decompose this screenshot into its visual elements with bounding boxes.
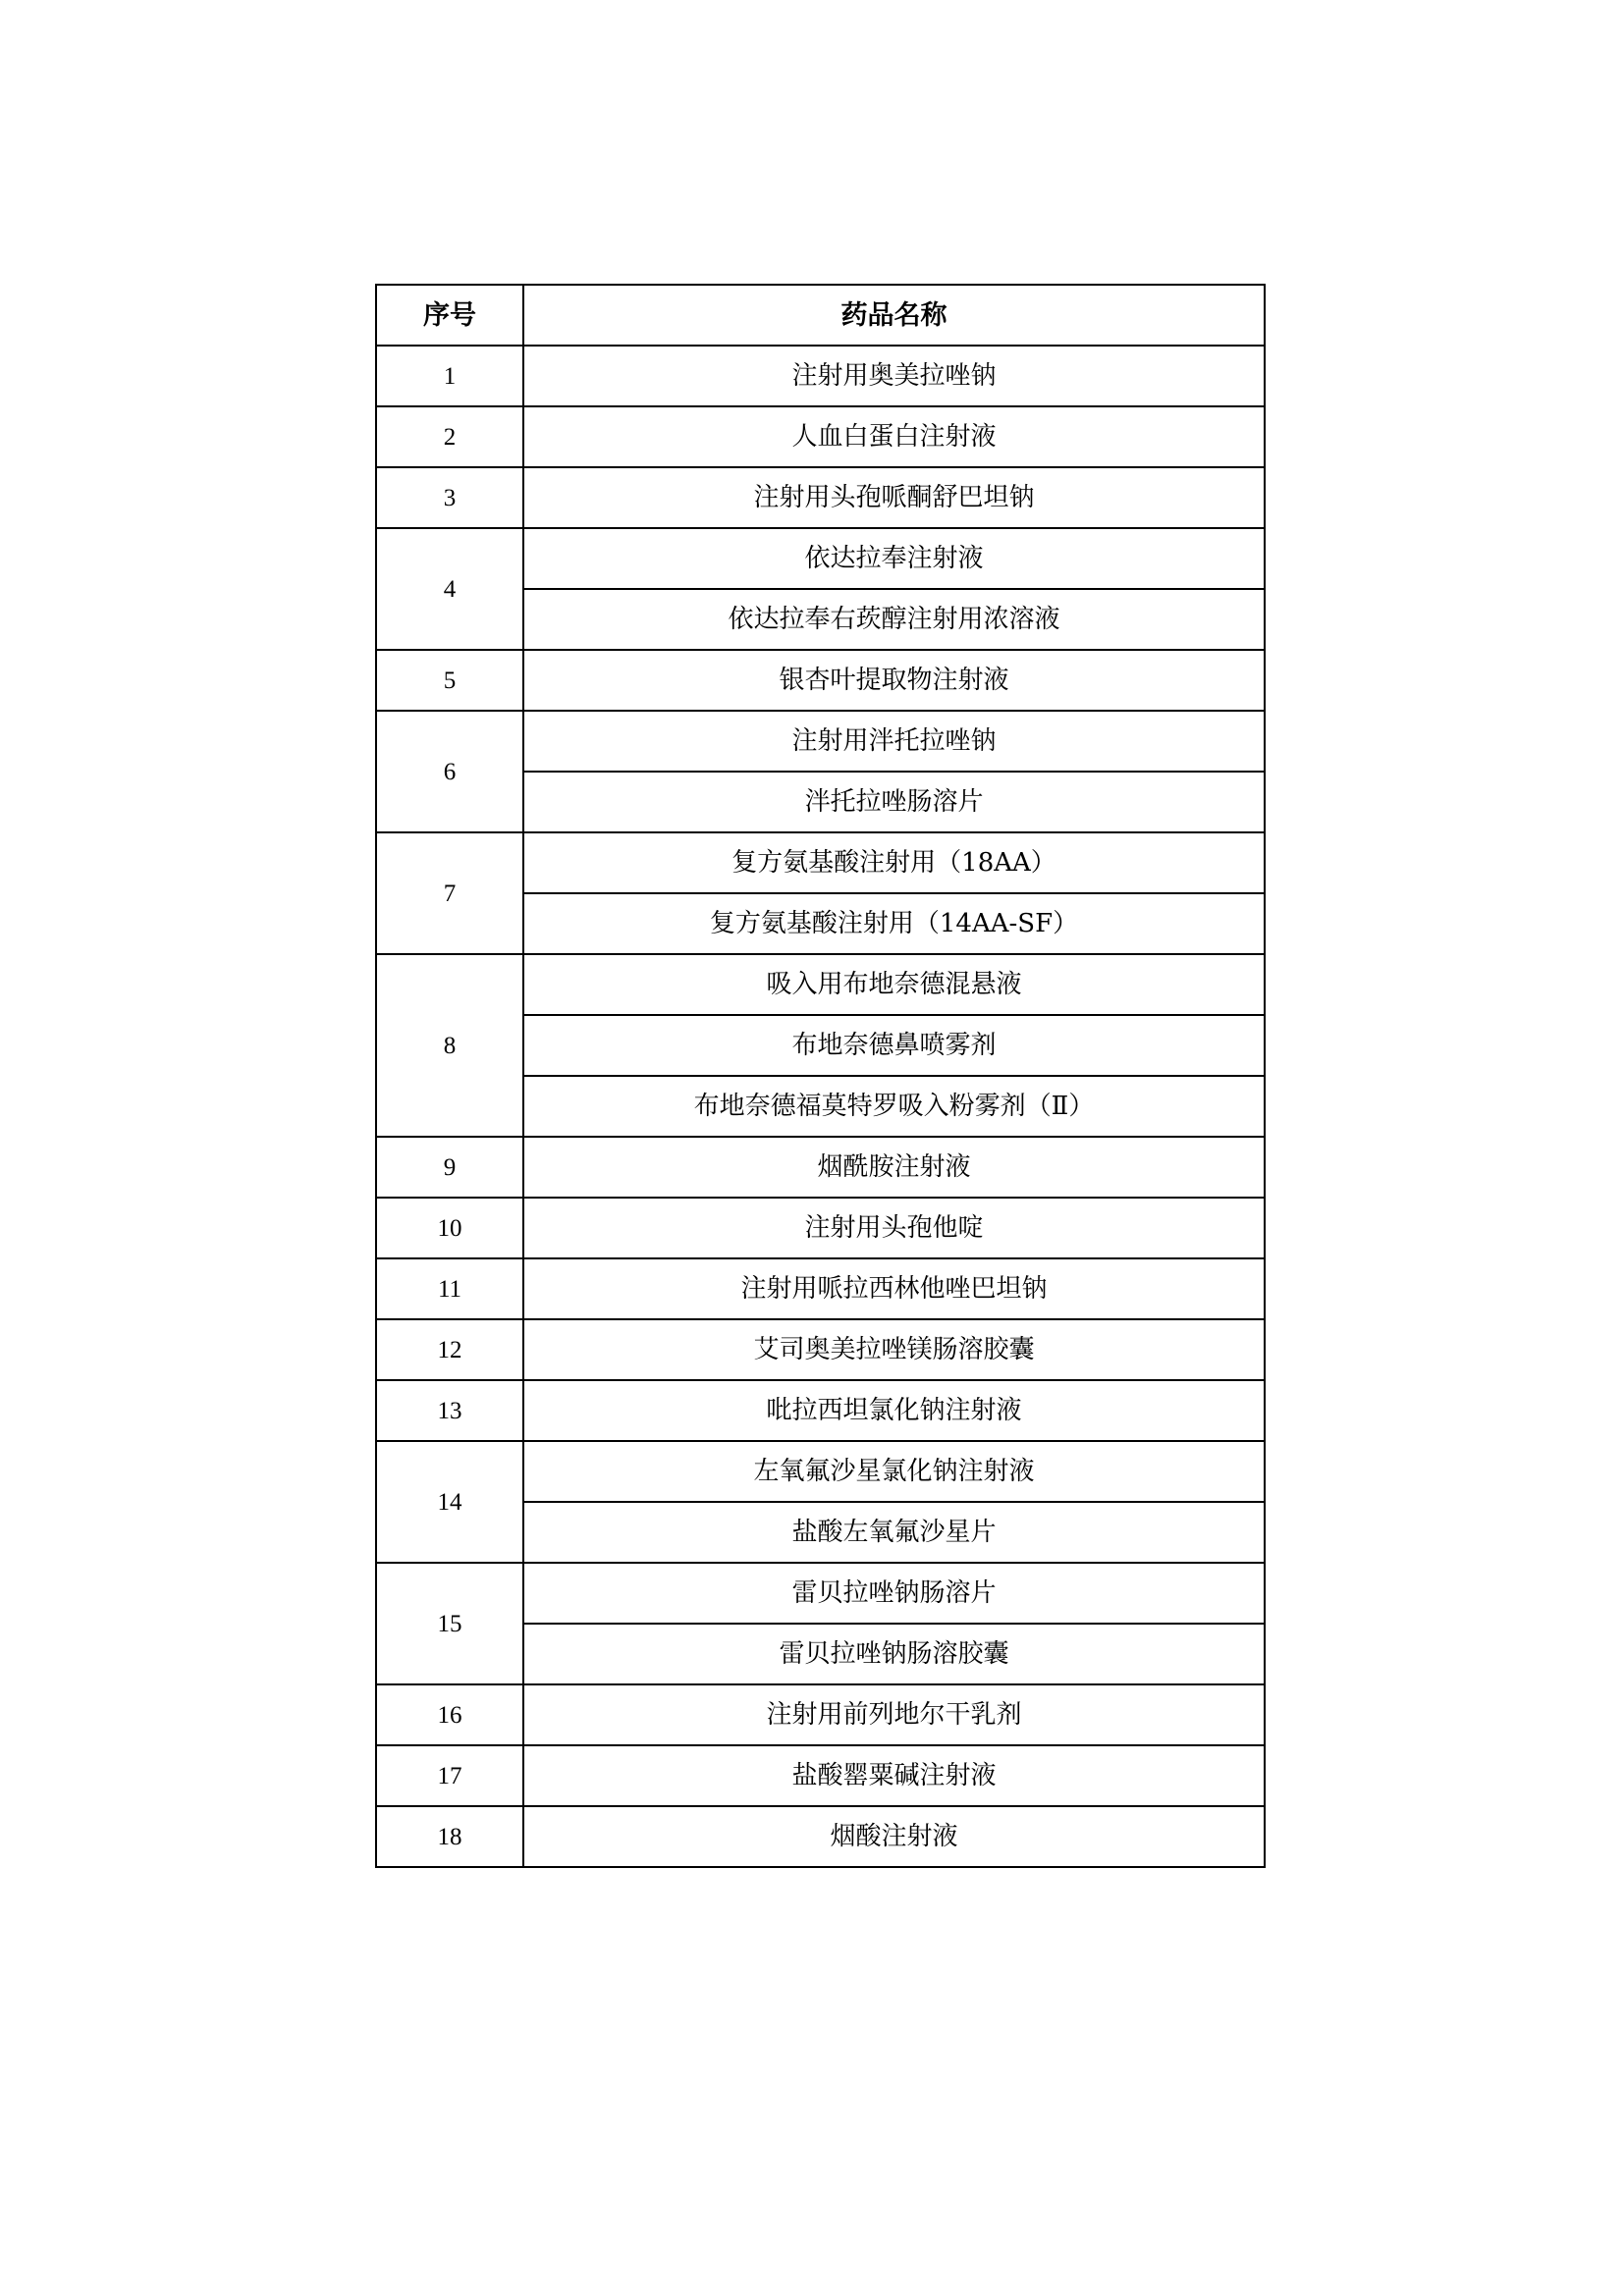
table-row (376, 954, 1265, 1015)
drug-name-cell: 烟酰胺注射液 (523, 1137, 1265, 1198)
table-row (376, 832, 1265, 893)
drug-name-cell: 盐酸左氧氟沙星片 (523, 1502, 1265, 1563)
serial-number-cell: 16 (376, 1684, 523, 1745)
table-row (376, 1745, 1265, 1806)
drug-name-cell: 注射用头孢哌酮舒巴坦钠 (523, 467, 1265, 528)
table-row (376, 1380, 1265, 1441)
drug-name-cell: 吡拉西坦氯化钠注射液 (523, 1380, 1265, 1441)
table-row (376, 1684, 1265, 1745)
header-serial-number: 序号 (376, 285, 523, 346)
serial-number-cell: 5 (376, 650, 523, 711)
drug-name-cell: 依达拉奉右莰醇注射用浓溶液 (523, 589, 1265, 650)
serial-number-cell: 11 (376, 1258, 523, 1319)
header-drug-name: 药品名称 (523, 285, 1265, 346)
serial-number-cell: 9 (376, 1137, 523, 1198)
table-row (376, 650, 1265, 711)
table-row (376, 1137, 1265, 1198)
drug-name-cell: 布地奈德鼻喷雾剂 (523, 1015, 1265, 1076)
serial-number-cell: 15 (376, 1563, 523, 1684)
serial-number-cell: 13 (376, 1380, 523, 1441)
drug-name-cell: 银杏叶提取物注射液 (523, 650, 1265, 711)
drug-name-cell: 注射用头孢他啶 (523, 1198, 1265, 1258)
table-row (376, 1806, 1265, 1867)
serial-number-cell: 10 (376, 1198, 523, 1258)
serial-number-cell: 14 (376, 1441, 523, 1563)
drug-name-cell: 注射用前列地尔干乳剂 (523, 1684, 1265, 1745)
drug-name-cell: 烟酸注射液 (523, 1806, 1265, 1867)
serial-number-cell: 3 (376, 467, 523, 528)
serial-number-cell: 6 (376, 711, 523, 832)
serial-number-cell: 8 (376, 954, 523, 1137)
drug-name-cell: 复方氨基酸注射用（14AA-SF） (523, 893, 1265, 954)
drug-name-cell: 布地奈德福莫特罗吸入粉雾剂（Ⅱ） (523, 1076, 1265, 1137)
serial-number-cell: 1 (376, 346, 523, 406)
drug-name-cell: 泮托拉唑肠溶片 (523, 772, 1265, 832)
table-row (376, 528, 1265, 589)
table-row (376, 711, 1265, 772)
drug-name-cell: 注射用奥美拉唑钠 (523, 346, 1265, 406)
drug-name-cell: 依达拉奉注射液 (523, 528, 1265, 589)
table-row (376, 467, 1265, 528)
drug-name-cell: 注射用哌拉西林他唑巴坦钠 (523, 1258, 1265, 1319)
table-header-row (376, 285, 1265, 346)
drug-list-table (375, 284, 1266, 1868)
drug-name-cell: 注射用泮托拉唑钠 (523, 711, 1265, 772)
table-row (376, 1563, 1265, 1624)
table-row (376, 1441, 1265, 1502)
drug-name-cell: 雷贝拉唑钠肠溶片 (523, 1563, 1265, 1624)
table-row (376, 1319, 1265, 1380)
drug-name-cell: 艾司奥美拉唑镁肠溶胶囊 (523, 1319, 1265, 1380)
table-row (376, 1198, 1265, 1258)
drug-name-cell: 复方氨基酸注射用（18AA） (523, 832, 1265, 893)
drug-name-cell: 吸入用布地奈德混悬液 (523, 954, 1265, 1015)
drug-name-cell: 人血白蛋白注射液 (523, 406, 1265, 467)
table-row (376, 346, 1265, 406)
serial-number-cell: 12 (376, 1319, 523, 1380)
serial-number-cell: 18 (376, 1806, 523, 1867)
serial-number-cell: 4 (376, 528, 523, 650)
drug-name-cell: 雷贝拉唑钠肠溶胶囊 (523, 1624, 1265, 1684)
table-row (376, 1258, 1265, 1319)
drug-name-cell: 左氧氟沙星氯化钠注射液 (523, 1441, 1265, 1502)
drug-name-cell: 盐酸罂粟碱注射液 (523, 1745, 1265, 1806)
table-row (376, 406, 1265, 467)
table-body (376, 346, 1265, 1867)
serial-number-cell: 2 (376, 406, 523, 467)
serial-number-cell: 17 (376, 1745, 523, 1806)
serial-number-cell: 7 (376, 832, 523, 954)
